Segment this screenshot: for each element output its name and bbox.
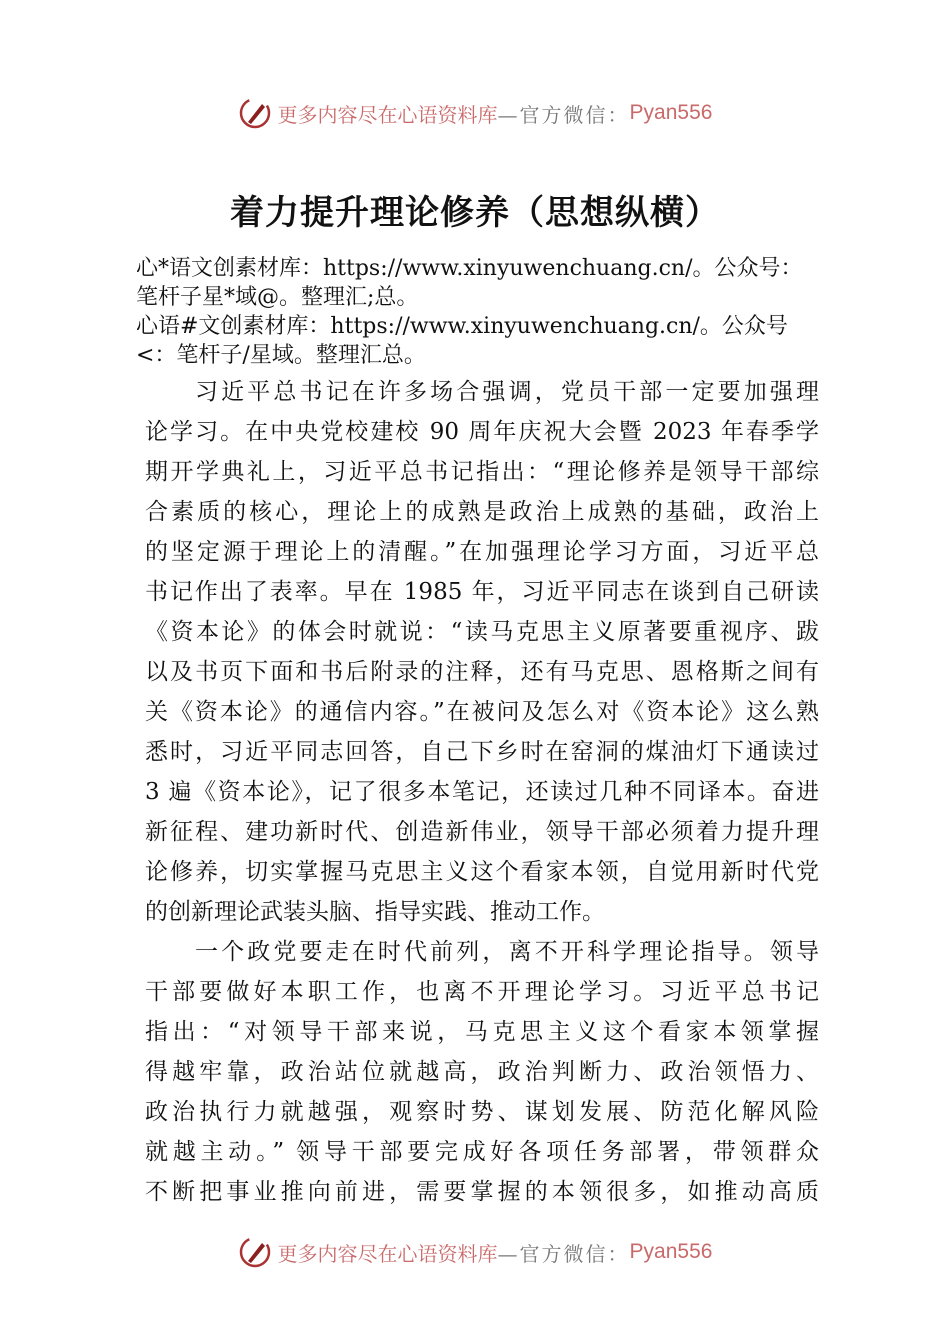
- body-line: 一个政党要走在时代前列，离不开科学理论指导。领导: [195, 939, 819, 965]
- source-line: <：笔杆子/星域。整理汇总。: [136, 343, 426, 368]
- body-line: 论学习。在中央党校建校 90 周年庆祝大会暨 2023 年春季学: [145, 419, 819, 445]
- source-line: 心语#文创素材库：https://www.xinyuwenchuang.cn/。公众号: [136, 314, 788, 339]
- banner-sep: —官方微信：: [497, 102, 630, 127]
- body-line: 得越牢靠，政治站位就越高，政治判断力、政治领悟力、: [145, 1059, 819, 1085]
- body-line: 3 遍《资本论》，记了很多本笔记，还读过几种不同译本。奋进: [145, 779, 819, 805]
- banner-site: 更多内容尽在心语资料库: [277, 1241, 498, 1266]
- body-line: 合素质的核心，理论上的成熟是政治上成熟的基础，政治上: [145, 499, 819, 525]
- body-line: 习近平总书记在许多场合强调，党员干部一定要加强理: [195, 379, 819, 405]
- body-line: 政治执行力就越强，观察时势、谋划发展、防范化解风险: [145, 1099, 819, 1125]
- footer-banner: [0, 1232, 950, 1272]
- body-line: 期开学典礼上，习近平总书记指出：“理论修养是领导干部综: [145, 459, 819, 485]
- body-line: 指出：“对领导干部来说，马克思主义这个看家本领掌握: [145, 1019, 819, 1045]
- body-line: 就越主动。” 领导干部要完成好各项任务部署，带领群众: [145, 1139, 819, 1165]
- body-text: [145, 372, 819, 1212]
- body-line: 干部要做好本职工作，也离不开理论学习。习近平总书记: [145, 979, 819, 1005]
- body-line: 悉时，习近平同志回答，自己下乡时在窑洞的煤油灯下通读过: [145, 739, 819, 765]
- source-line: 笔杆子星*域@。整理汇;总。: [136, 285, 419, 310]
- body-line: 不断把事业推向前进，需要掌握的本领很多，如推动高质: [145, 1179, 819, 1205]
- header-banner: [0, 93, 950, 133]
- body-line: 以及书页下面和书后附录的注释，还有马克思、恩格斯之间有: [145, 659, 819, 685]
- body-line: 的创新理论武装头脑、指导实践、推动工作。: [145, 899, 605, 925]
- body-line: 的坚定源于理论上的清醒。”在加强理论学习方面，习近平总: [145, 539, 819, 565]
- pen-logo-icon: [238, 1235, 272, 1269]
- document-title: 着力提升理论修养（思想纵横）: [230, 193, 720, 233]
- banner-wechat-id: Pyan556: [629, 1240, 713, 1263]
- banner-wechat-id: Pyan556: [629, 101, 713, 124]
- body-line: 新征程、建功新时代、创造新伟业，领导干部必须着力提升理: [145, 819, 819, 845]
- body-line: 《资本论》的体会时就说：“读马克思主义原著要重视序、跋: [145, 619, 819, 645]
- source-note: [136, 254, 856, 370]
- pen-logo-icon: [238, 96, 272, 130]
- body-line: 关《资本论》的通信内容。”在被问及怎么对《资本论》这么熟: [145, 699, 819, 725]
- source-line: 心*语文创素材库：https://www.xinyuwenchuang.cn/。公众号：: [136, 256, 803, 281]
- body-line: 论修养，切实掌握马克思主义这个看家本领，自觉用新时代党: [145, 859, 819, 885]
- body-line: 书记作出了表率。早在 1985 年，习近平同志在谈到自己研读: [145, 579, 819, 605]
- banner-sep: —官方微信：: [497, 1241, 630, 1266]
- banner-site: 更多内容尽在心语资料库: [277, 102, 498, 127]
